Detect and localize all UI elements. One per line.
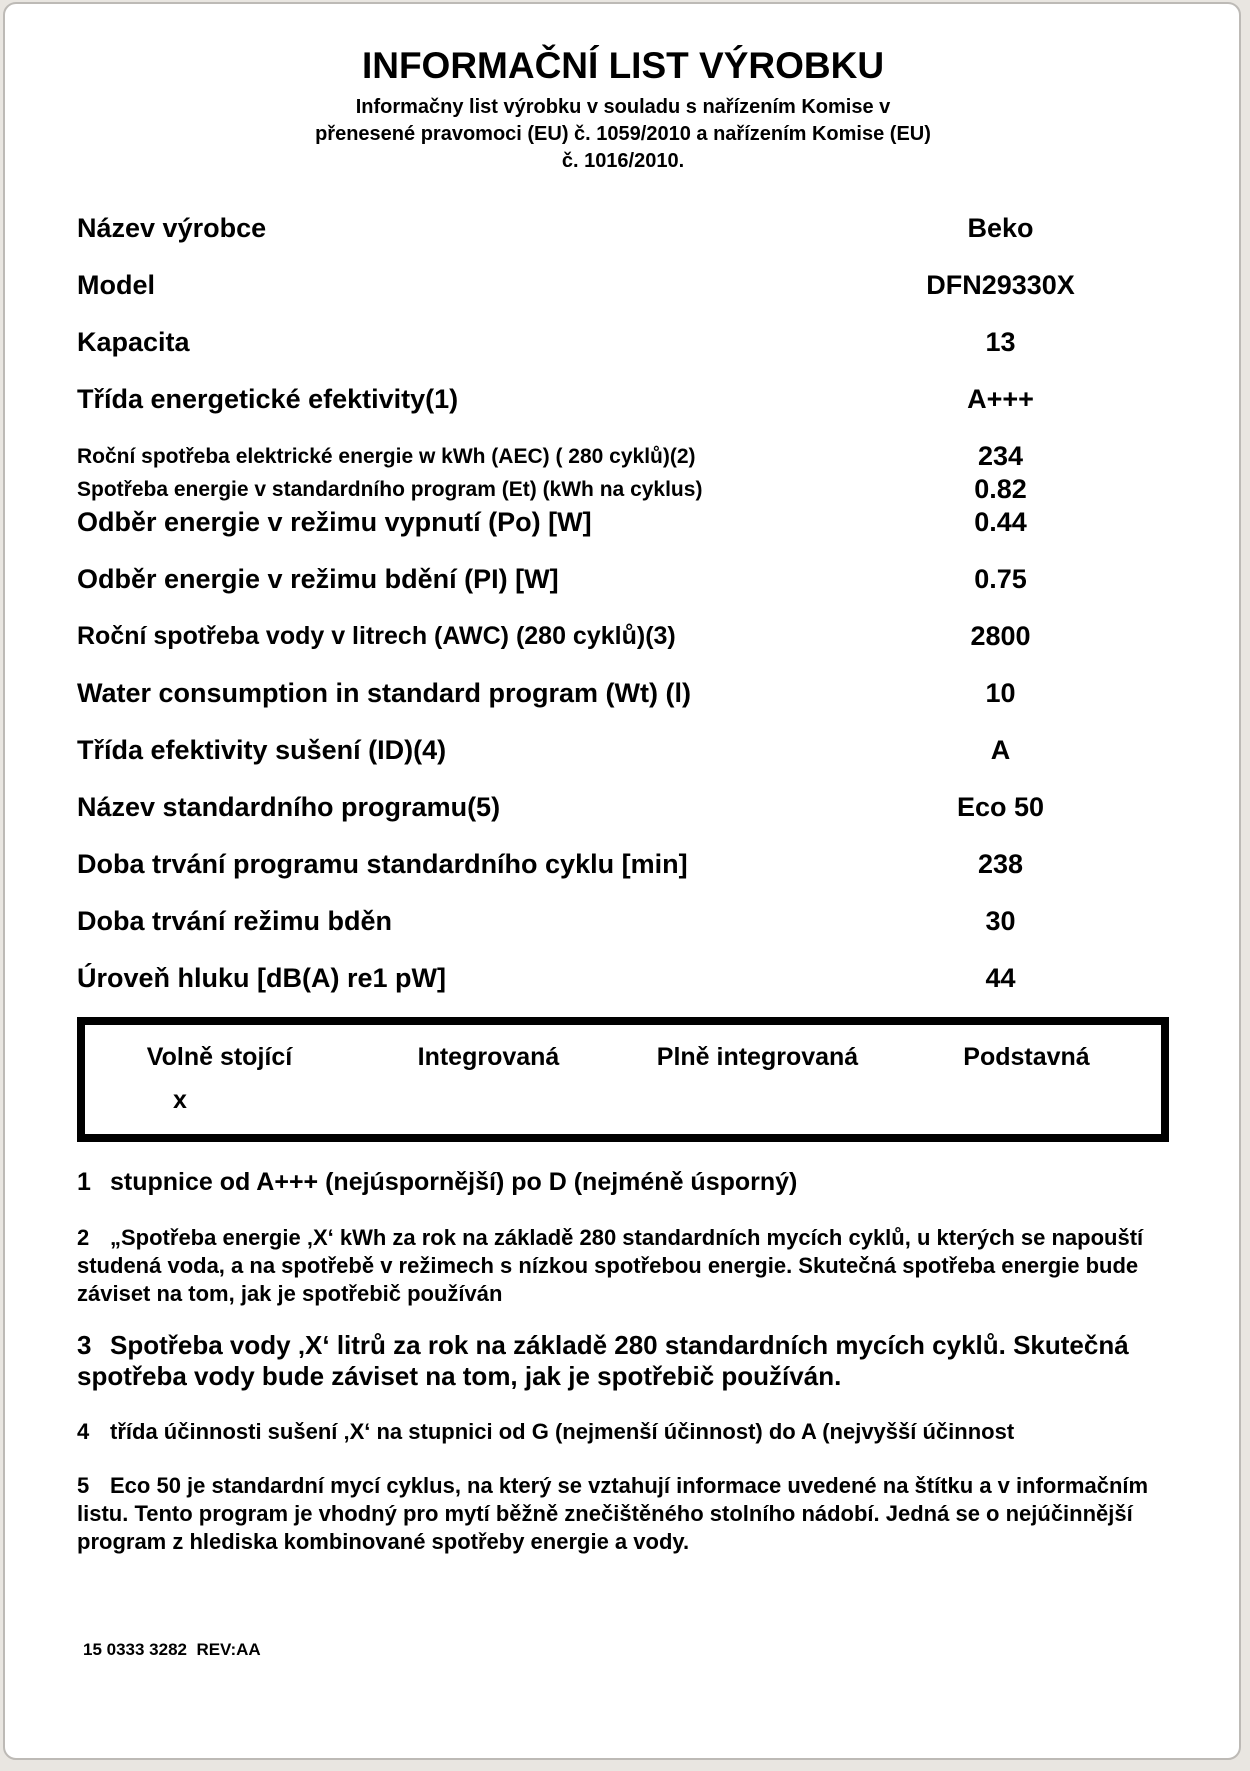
spec-row [77,678,1169,709]
spec-row-value: 0.44 [974,507,1027,537]
footnote-number: 2 [77,1225,90,1250]
footnote [77,1330,1169,1392]
spec-row-value: 30 [985,906,1016,936]
footnote-text: stupnice od A+++ (nejúspornější) po D (nejméně úsporný) [110,1168,798,1196]
footnote [77,1167,1169,1198]
installation-column-header: Podstavná [963,1043,1090,1071]
spec-row-label: Název standardního programu(5) [77,792,501,822]
spec-row-value: DFN29330X [926,270,1075,300]
spec-row [77,474,1169,505]
spec-row-label: Kapacita [77,327,190,357]
spec-row-label: Water consumption in standard program (Wt) (l) [77,678,691,708]
spec-row [77,963,1169,994]
spec-row-label: Doba trvání programu standardního cyklu [min] [77,849,688,879]
spec-row [77,327,1169,358]
page-subtitle [77,94,1169,175]
spec-row [77,849,1169,880]
footnote [77,1418,1169,1446]
spec-row-label: Odběr energie v režimu vypnutí (Po) [W] [77,507,592,537]
spec-row-value: 0.75 [974,564,1027,594]
installation-mark-cell [623,1085,892,1116]
installation-column-header: Plně integrovaná [656,1043,859,1071]
footnote-number: 5 [77,1473,90,1498]
footnotes [77,1167,1169,1556]
spec-row-label: Spotřeba energie v standardního program (Et) (kWh na cyklus) [77,478,703,501]
spec-rows [77,213,1169,994]
spec-row-label: Úroveň hluku [dB(A) re1 pW] [77,963,446,993]
installation-mark-cell: x [173,1086,187,1114]
spec-row-value: Beko [967,213,1034,243]
installation-type-table [77,1017,1169,1142]
spec-row-value: 0.82 [974,474,1027,504]
spec-row-label: Třída energetické efektivity(1) [77,384,459,414]
spec-row-label: Roční spotřeba elektrické energie w kWh (AEC) ( 280 cyklů)(2) [77,445,696,468]
spec-row [77,507,1169,538]
spec-row-value: A [990,735,1011,765]
spec-row [77,564,1169,595]
spec-row [77,270,1169,301]
installation-mark-cell [892,1085,1161,1116]
footnote [77,1224,1169,1308]
footnote-text: Spotřeba vody ‚X‘ litrů za rok na základě 280 standardních mycích cyklů. Skutečná spotřeba vody bude záviset na tom, jak je spotřebič používán. [77,1330,1129,1391]
page-title: INFORMAČNÍ LIST VÝROBKU [361,45,885,86]
spec-row [77,792,1169,823]
spec-row [77,735,1169,766]
page-subtitle-line: přenesené pravomoci (EU) č. 1059/2010 a nařízením Komise (EU) [315,123,931,145]
installation-table-mark-row [85,1085,1161,1116]
spec-row-label: Roční spotřeba vody v litrech (AWC) (280 cyklů)(3) [77,622,676,650]
spec-row-label: Odběr energie v režimu bdění (PI) [W] [77,564,559,594]
footnote-number: 1 [77,1168,91,1196]
page-subtitle-line: Informačny list výrobku v souladu s nařízením Komise v [355,96,891,118]
spec-row-label: Model [77,270,155,300]
spec-row [77,621,1169,652]
product-fiche-page [3,2,1241,1760]
footnote-text: „Spotřeba energie ‚X‘ kWh za rok na základě 280 standardních mycích cyklů, u kterých se napouští studená voda, a na spotřebě v režimech s nízkou spotřebou energie. Skutečná spotřeba energie bude záviset na tom, jak je spotřebič používán [77,1225,1144,1306]
spec-row-value: A+++ [967,384,1034,414]
footnote [77,1472,1169,1556]
installation-column-header: Volně stojící [146,1043,293,1071]
document-number: 15 0333 3282 REV:AA [83,1640,261,1659]
spec-row-label: Třída efektivity sušení (ID)(4) [77,735,447,765]
spec-row [77,213,1169,244]
spec-row-value: 44 [985,963,1016,993]
spec-row [77,384,1169,415]
spec-row-value: 238 [977,849,1024,879]
spec-row-label: Název výrobce [77,213,267,243]
installation-mark-cell [354,1085,623,1116]
page-content [5,44,1239,1660]
spec-row-value: 13 [985,327,1016,357]
spec-row-label: Doba trvání režimu bděn [77,906,393,936]
footnote-number: 3 [77,1330,92,1360]
page-subtitle-line: č. 1016/2010. [561,150,685,172]
spec-row-value: 10 [985,678,1016,708]
spec-row-value: Eco 50 [956,792,1045,822]
installation-table-header-row [85,1042,1161,1073]
footnote-number: 4 [77,1419,90,1444]
spec-row [77,441,1169,472]
spec-row-value: 234 [977,441,1024,471]
spec-row [77,906,1169,937]
footnote-text: Eco 50 je standardní mycí cyklus, na který se vztahují informace uvedené na štítku a v informačním listu. Tento program je vhodný pro mytí běžně znečištěného stolního nádobí. Jedná se o nejúčinnější program z hlediska kombinované spotřeby energie a vody. [77,1473,1149,1554]
installation-column-header: Integrovaná [417,1043,560,1071]
spec-row-value: 2800 [970,621,1031,651]
footnote-text: třída účinnosti sušení ‚X‘ na stupnici od G (nejmenší účinnost) do A (nejvyšší účinnost [110,1419,1015,1444]
